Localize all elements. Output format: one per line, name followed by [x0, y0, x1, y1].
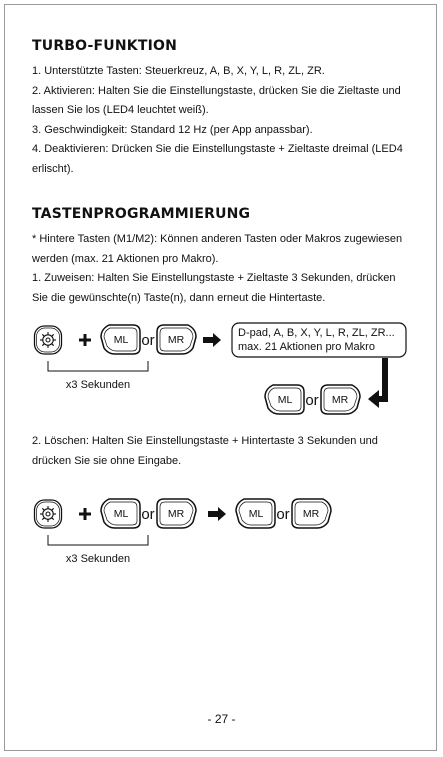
mr-label-4: MR — [302, 508, 320, 520]
programming-heading: TASTENPROGRAMMIERUNG — [32, 206, 251, 222]
delete-text — [32, 432, 417, 471]
turbo-line-1: 1. Unterstützte Tasten: Steuerkreuz, A, B, X, Y, L, R, ZL, ZR. — [32, 65, 325, 77]
right-arrow-icon — [203, 333, 221, 347]
hold-caption-2: x3 Sekunden — [65, 553, 131, 565]
programming-line-3: 1. Zuweisen: Halten Sie Einstellungstaste + Zieltaste 3 Sekunden, drücken — [32, 272, 396, 284]
turbo-line-2: 2. Aktivieren: Halten Sie die Einstellungstaste, drücken Sie die Zieltaste und — [32, 84, 401, 97]
delete-line-2: drücken Sie sie ohne Eingabe. — [32, 454, 182, 467]
programming-line-2: werden (max. 21 Aktionen pro Makro). — [32, 252, 219, 265]
target-keys-line-2: max. 21 Aktionen pro Makro — [238, 341, 375, 353]
gear-icon — [35, 326, 62, 354]
delete-line-1: 2. Löschen: Halten Sie Einstellungstaste + Hintertaste 3 Sekunden und — [32, 435, 378, 447]
ml-label-4: ML — [248, 508, 264, 520]
ml-label: ML — [113, 334, 129, 346]
turbo-line-6: erlischt). — [32, 162, 74, 175]
turbo-line-4: 3. Geschwindigkeit: Standard 12 Hz (per App anpassbar). — [32, 123, 313, 136]
turbo-line-3: lassen Sie los (LED4 leuchtet weiß). — [32, 104, 209, 116]
gear-icon-2 — [35, 500, 62, 528]
or-text-2: or — [305, 392, 319, 409]
programming-line-1: * Hintere Tasten (M1/M2): Können anderen Tasten oder Makros zugewiesen — [32, 233, 403, 245]
hold-bracket — [48, 361, 148, 371]
hold-bracket-2 — [48, 535, 148, 545]
ml-label-2: ML — [277, 394, 293, 406]
turbo-line-5: 4. Deaktivieren: Drücken Sie die Einstellungstaste + Zieltaste dreimal (LED4 — [32, 143, 403, 155]
plus-icon — [79, 334, 91, 346]
ml-label-3: ML — [113, 508, 129, 520]
or-text: or — [141, 332, 155, 349]
mr-label: MR — [167, 334, 185, 346]
right-arrow-icon-2 — [208, 507, 226, 521]
plus-icon-2 — [79, 508, 91, 520]
mr-label-3: MR — [167, 508, 185, 520]
turbo-heading: TURBO-FUNKTION — [32, 38, 178, 54]
or-text-4: or — [276, 506, 290, 523]
hold-caption: x3 Sekunden — [65, 379, 131, 391]
target-keys-line-1: D-pad, A, B, X, Y, L, R, ZL, ZR... — [238, 327, 395, 339]
return-arrow-icon — [368, 358, 388, 408]
page-number: - 27 - — [207, 712, 236, 726]
or-text-3: or — [141, 506, 155, 523]
mr-label-2: MR — [331, 394, 349, 406]
programming-line-4: Sie die gewünschte(n) Taste(n), dann erneut die Hintertaste. — [32, 291, 326, 304]
